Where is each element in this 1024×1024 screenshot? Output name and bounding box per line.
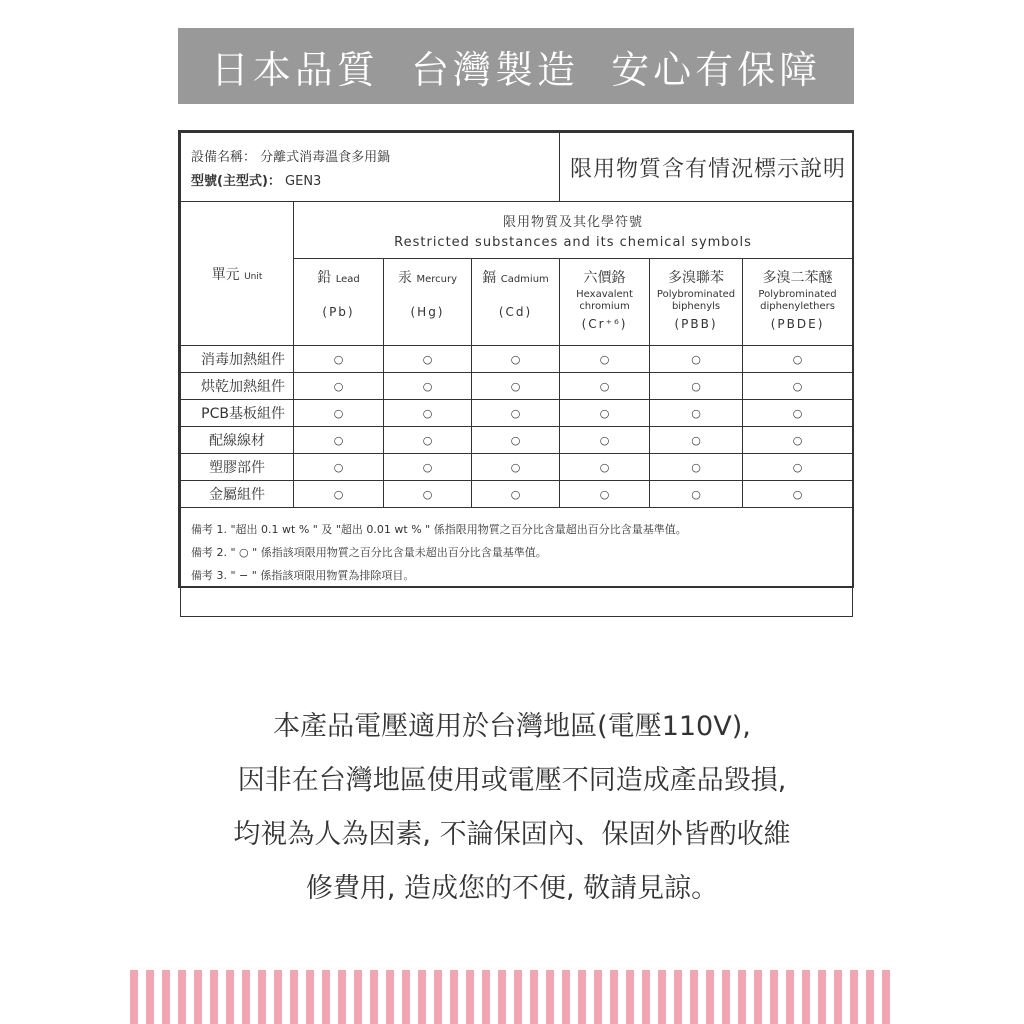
unit-en: Unit xyxy=(244,271,263,282)
mark-cell: ○ xyxy=(560,454,650,481)
mark-cell: ○ xyxy=(294,454,384,481)
table-title: 限用物質含有情況標示說明 xyxy=(560,133,853,202)
substance-header-pbde: 多溴二苯醚 Polybrominated diphenylethers (PBDE) xyxy=(743,259,853,346)
mark-cell: ○ xyxy=(650,400,743,427)
mark-cell: ○ xyxy=(650,373,743,400)
note-1: 備考 1. "超出 0.1 wt % " 及 "超出 0.01 wt % " 係指限用物質之百分比含量超出百分比含量基準值。 xyxy=(191,523,687,536)
voltage-notice-line: 因非在台灣地區使用或電壓不同造成產品毀損, xyxy=(237,765,787,796)
model-number: GEN3 xyxy=(285,173,322,189)
table-row xyxy=(181,346,853,373)
mark-cell: ○ xyxy=(294,427,384,454)
mark-cell: ○ xyxy=(294,400,384,427)
mark-cell: ○ xyxy=(743,373,853,400)
mark-cell: ○ xyxy=(384,454,472,481)
device-name: 分離式消毒溫食多用鍋 xyxy=(260,149,391,165)
voltage-notice-line: 均視為人為因素, 不論保固內、保固外皆酌收維 xyxy=(233,819,791,850)
voltage-notice xyxy=(120,700,904,916)
device-label: 設備名稱： xyxy=(191,149,257,165)
mark-cell: ○ xyxy=(294,373,384,400)
substance-header-mercury: 汞 Mercury (Hg) xyxy=(384,259,472,346)
mark-cell: ○ xyxy=(294,481,384,508)
restricted-substances-table xyxy=(178,130,854,588)
substance-header-lead: 鉛 Lead (Pb) xyxy=(294,259,384,346)
substances-header-en: Restricted substances and its chemical symbols xyxy=(394,234,752,250)
table-row xyxy=(181,373,853,400)
mark-cell: ○ xyxy=(560,400,650,427)
device-info xyxy=(181,133,560,202)
row-label: 配線線材 xyxy=(181,427,294,454)
mark-cell: ○ xyxy=(650,454,743,481)
mark-cell: ○ xyxy=(294,346,384,373)
voltage-notice-line: 本產品電壓適用於台灣地區(電壓110V), xyxy=(273,711,751,742)
mark-cell: ○ xyxy=(650,481,743,508)
mark-cell: ○ xyxy=(560,346,650,373)
note-3: 備考 3. " − " 係指該項限用物質為排除項目。 xyxy=(191,569,415,582)
substances-header-zh: 限用物質及其化學符號 xyxy=(503,214,644,230)
unit-header xyxy=(181,202,294,346)
table-row xyxy=(181,400,853,427)
mark-cell: ○ xyxy=(472,481,560,508)
mark-cell: ○ xyxy=(472,373,560,400)
note-2: 備考 2. " ○ " 係指該項限用物質之百分比含量未超出百分比含量基準值。 xyxy=(191,546,547,559)
voltage-notice-line: 修費用, 造成您的不便, 敬請見諒。 xyxy=(305,873,719,904)
model-label: 型號(主型式)： xyxy=(191,173,281,189)
mark-cell: ○ xyxy=(743,454,853,481)
mark-cell: ○ xyxy=(472,346,560,373)
row-label: 塑膠部件 xyxy=(181,454,294,481)
mark-cell: ○ xyxy=(743,400,853,427)
mark-cell: ○ xyxy=(472,427,560,454)
table-row xyxy=(181,427,853,454)
mark-cell: ○ xyxy=(560,427,650,454)
row-label: PCB基板組件 xyxy=(181,400,294,427)
table-row xyxy=(181,481,853,508)
row-label: 金屬組件 xyxy=(181,481,294,508)
mark-cell: ○ xyxy=(384,427,472,454)
mark-cell: ○ xyxy=(650,427,743,454)
unit-zh: 單元 xyxy=(211,266,240,283)
substance-header-hexavalent-chromium: 六價鉻 Hexavalent chromium (Cr⁺⁶) xyxy=(560,259,650,346)
row-label: 烘乾加熱組件 xyxy=(181,373,294,400)
mark-cell: ○ xyxy=(560,481,650,508)
mark-cell: ○ xyxy=(743,346,853,373)
substances-header xyxy=(294,202,853,259)
substance-header-pbb: 多溴聯苯 Polybrominated biphenyls (PBB) xyxy=(650,259,743,346)
mark-cell: ○ xyxy=(743,481,853,508)
mark-cell: ○ xyxy=(384,481,472,508)
row-label: 消毒加熱組件 xyxy=(181,346,294,373)
table-row xyxy=(181,454,853,481)
quality-banner: 日本品質 台灣製造 安心有保障 xyxy=(178,28,854,104)
substance-header-cadmium: 鎘 Cadmium (Cd) xyxy=(472,259,560,346)
mark-cell: ○ xyxy=(472,454,560,481)
mark-cell: ○ xyxy=(384,346,472,373)
mark-cell: ○ xyxy=(384,400,472,427)
mark-cell: ○ xyxy=(384,373,472,400)
mark-cell: ○ xyxy=(560,373,650,400)
decorative-stripes xyxy=(130,970,896,1024)
notes xyxy=(181,508,853,617)
mark-cell: ○ xyxy=(743,427,853,454)
mark-cell: ○ xyxy=(472,400,560,427)
mark-cell: ○ xyxy=(650,346,743,373)
